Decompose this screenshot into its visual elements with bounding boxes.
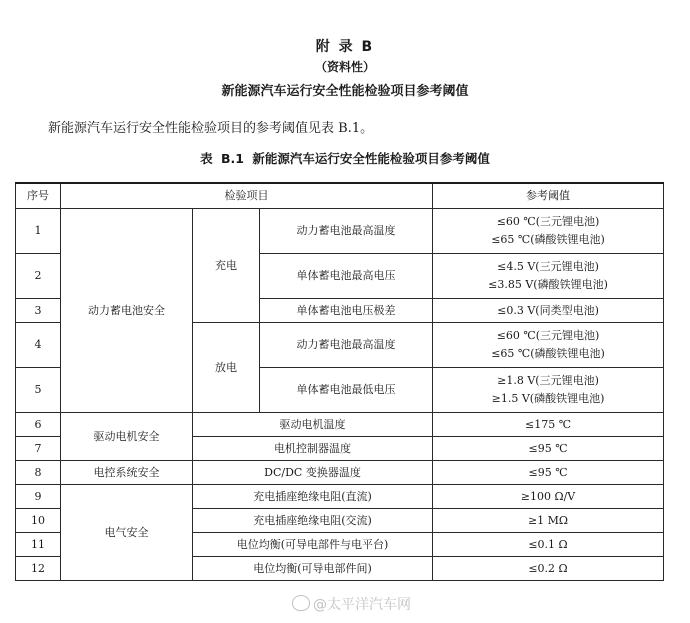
row-threshold: ≤95 ℃ [433,437,664,461]
row-seq: 8 [16,461,61,485]
table-row [16,209,664,254]
row-item: 单体蓄电池最高电压 [260,254,433,299]
row-seq: 7 [16,437,61,461]
intro-paragraph: 新能源汽车运行安全性能检验项目的参考阈值见表 B.1。 [48,121,374,136]
row-item: 电机控制器温度 [193,437,433,461]
appendix-label: 附 录 B [315,39,375,55]
group-battery: 动力蓄电池安全 [61,209,193,413]
weibo-logo-icon [292,595,310,611]
row-seq: 4 [16,323,61,368]
header-seq: 序号 [16,183,61,209]
group-ecs: 电控系统安全 [61,461,193,485]
threshold-line: ≤4.5 V(三元锂电池) [497,260,599,273]
table-row [16,413,664,437]
row-threshold: ≤95 ℃ [433,461,664,485]
threshold-line: ≥1.8 V(三元锂电池) [497,374,599,387]
header-threshold: 参考阈值 [433,183,664,209]
row-threshold: ≤0.2 Ω [433,557,664,581]
row-threshold: ≤0.1 Ω [433,533,664,557]
row-item: 动力蓄电池最高温度 [260,209,433,254]
row-threshold: ≤0.3 V(同类型电池) [433,299,664,323]
subgroup-charge: 充电 [193,209,260,323]
row-item: 单体蓄电池最低电压 [260,368,433,413]
watermark-text: @太平洋汽车网 [313,597,411,613]
threshold-line: ≤65 ℃(磷酸铁锂电池) [491,233,605,246]
row-threshold: ≤175 ℃ [433,413,664,437]
threshold-line: ≤60 ℃(三元锂电池) [496,215,600,228]
threshold-line: ≤3.85 V(磷酸铁锂电池) [488,278,608,291]
row-item: DC/DC 变换器温度 [193,461,433,485]
row-threshold [433,323,664,368]
group-electric: 电气安全 [61,485,193,581]
threshold-line: ≥1.5 V(磷酸铁锂电池) [491,392,605,405]
watermark [292,594,411,614]
row-item: 电位均衡(可导电部件间) [193,557,433,581]
table-row [16,485,664,509]
table-row [16,461,664,485]
row-item: 充电插座绝缘电阻(交流) [193,509,433,533]
threshold-line: ≤60 ℃(三元锂电池) [496,329,600,342]
row-item: 单体蓄电池电压极差 [260,299,433,323]
appendix-nature: （资料性） [314,60,375,74]
row-threshold [433,254,664,299]
appendix-title: 新能源汽车运行安全性能检验项目参考阈值 [221,84,469,99]
row-seq: 12 [16,557,61,581]
threshold-table [15,182,664,581]
row-threshold: ≥100 Ω/V [433,485,664,509]
row-seq: 9 [16,485,61,509]
table-header-row [16,183,664,209]
row-seq: 2 [16,254,61,299]
row-seq: 5 [16,368,61,413]
threshold-line: ≤65 ℃(磷酸铁锂电池) [491,347,605,360]
header-item: 检验项目 [61,183,433,209]
row-threshold [433,209,664,254]
row-seq: 10 [16,509,61,533]
row-seq: 3 [16,299,61,323]
row-seq: 1 [16,209,61,254]
row-threshold: ≥1 MΩ [433,509,664,533]
row-seq: 11 [16,533,61,557]
row-item: 驱动电机温度 [193,413,433,437]
row-item: 充电插座绝缘电阻(直流) [193,485,433,509]
table-caption: 表 B.1 新能源汽车运行安全性能检验项目参考阈值 [200,151,490,166]
row-threshold [433,368,664,413]
group-motor: 驱动电机安全 [61,413,193,461]
row-item: 电位均衡(可导电部件与电平台) [193,533,433,557]
row-item: 动力蓄电池最高温度 [260,323,433,368]
subgroup-discharge: 放电 [193,323,260,413]
row-seq: 6 [16,413,61,437]
